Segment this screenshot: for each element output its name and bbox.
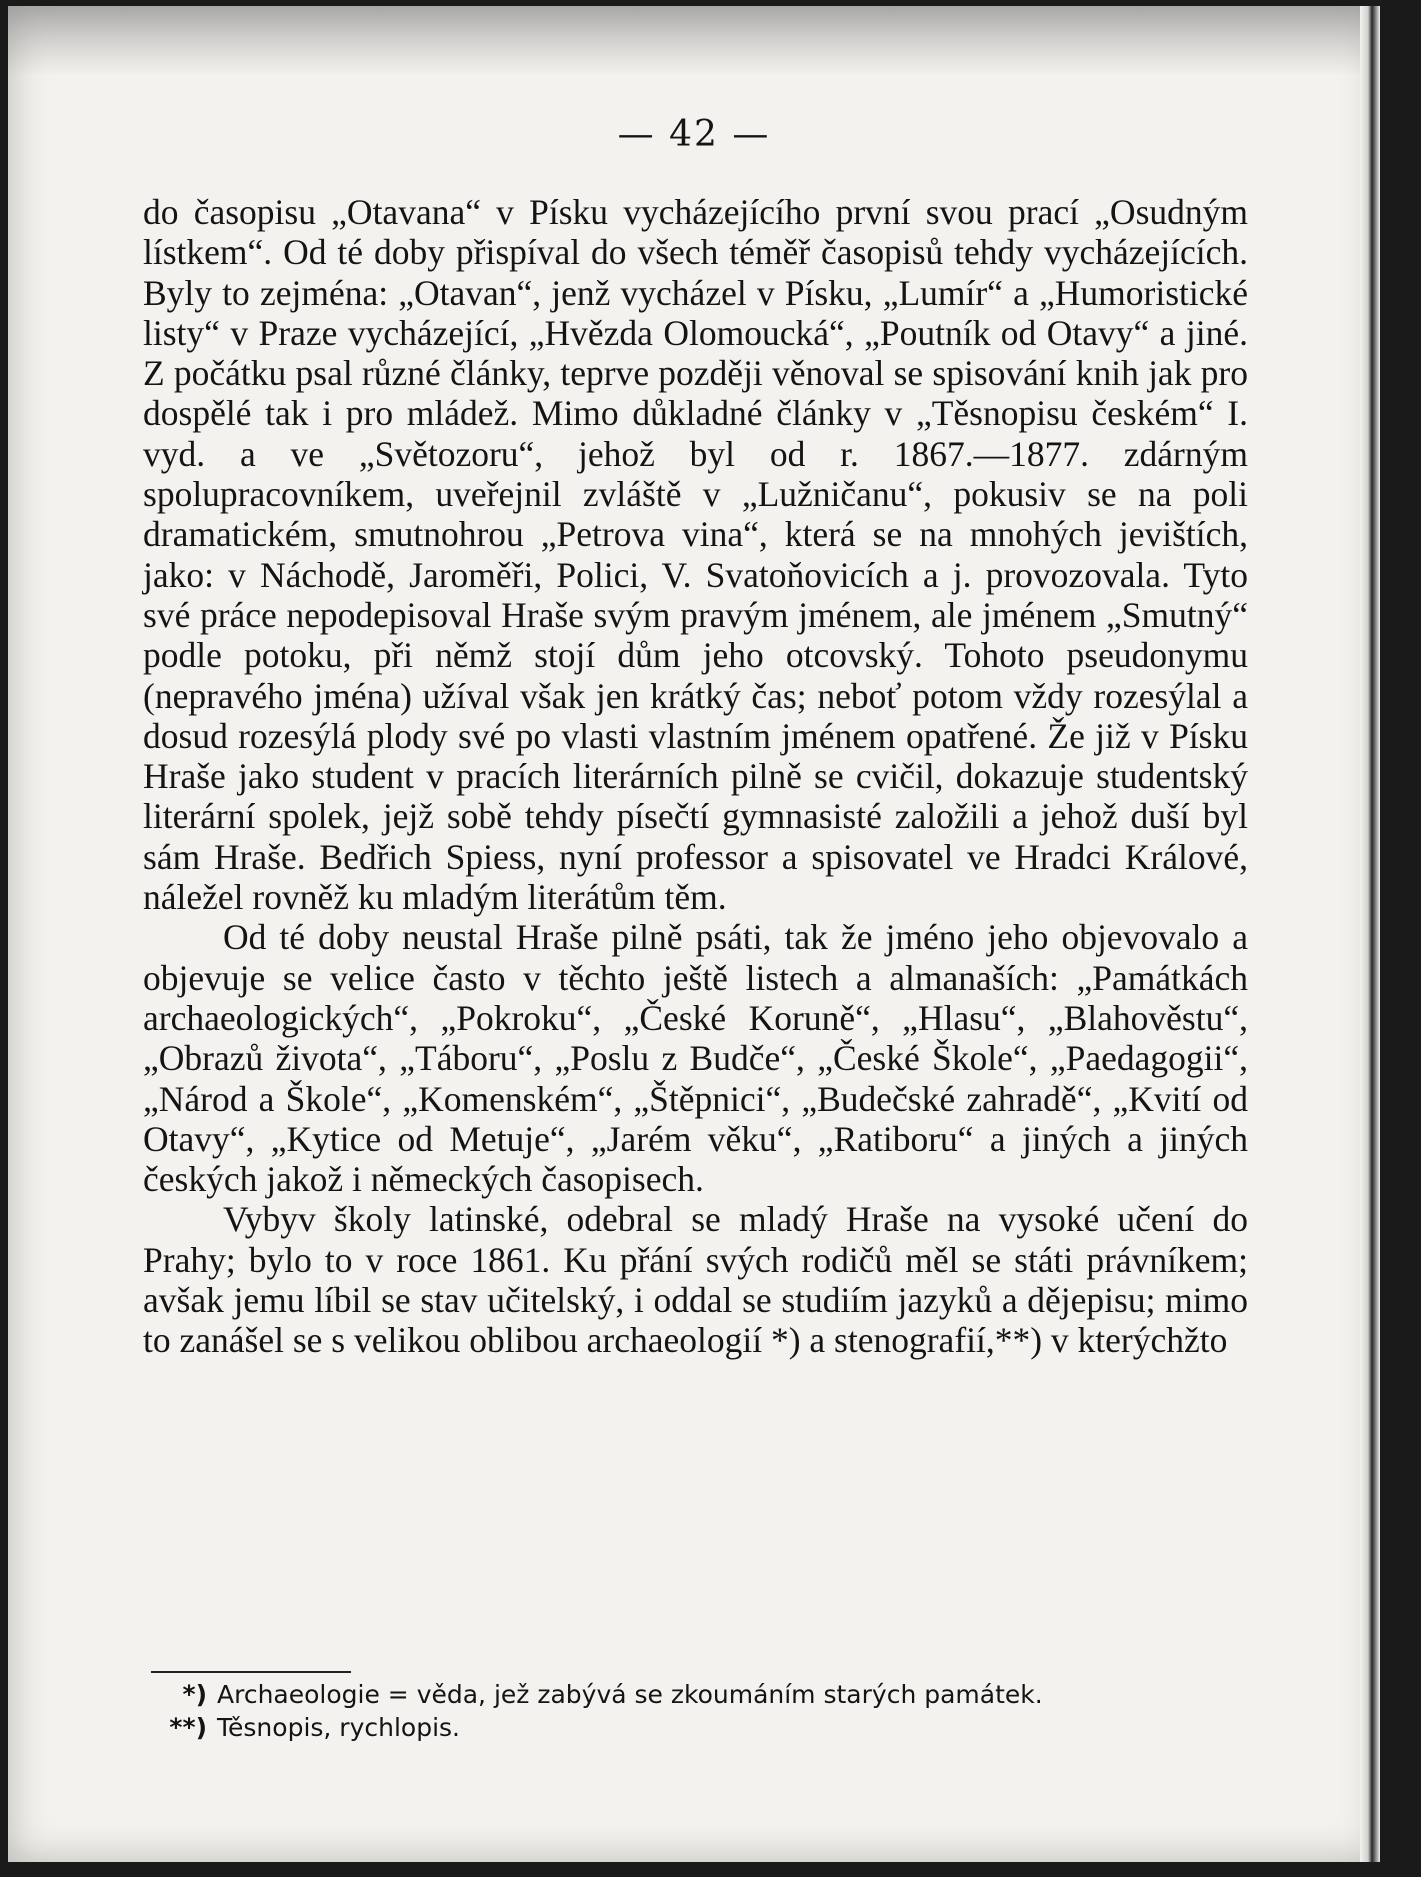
paragraph-1: do časopisu „Otavana“ v Písku vycházejícího první svou prací „Osudným lístkem“. Od té doby přispíval do všech téměř časopisů tehdy vycházejících. Byly to zejména: „Otavan“, jenž vycházel v Písku, „Lumír“ a „Humoristické listy“ v Praze vycházející, „Hvězda Olomoucká“, „Poutník od Otavy“ a jiné. Z počátku psal různé články, teprve později věnoval se spisování knih jak pro dospělé tak i pro mládež. Mimo důkladné články v „Těsnopisu českém“ I. vyd. a ve „Světozoru“, jehož byl od r. 1867.—1877. zdárným spolupracovníkem, uveřejnil zvláště v „Lužničanu“, pokusiv se na poli dramatickém, smutnohrou „Petrova vina“, která se na mnohých jevištích, jako: v Náchodě, Jaroměři, Polici, V. Svatoňovicích a j. provozovala. Tyto své práce nepodepisoval Hraše svým pravým jménem, ale jménem „Smutný“ podle potoku, při němž stojí dům jeho otcovský. Tohoto pseudonymu (nepravého jména) užíval však jen krátký čas; neboť potom vždy rozesýlal a dosud rozesýlá plody své po vlasti vlastním jménem opatřené. Že již v Písku Hraše jako student v pracích literárních pilně se cvičil, dokazuje studentský literární spolek, jejž sobě tehdy písečtí gymnasisté založili a jehož duší byl sám Hraše. Bedřich Spiess, nyní professor a spisovatel ve Hradci Králové, náležel rovněž ku mladým literátům těm. — [143, 192, 1248, 918]
footnote-1-mark: *) — [182, 1680, 207, 1709]
footnote-2-text: Těsnopis, rychlopis. — [217, 1713, 460, 1742]
book-spine-edge — [1360, 6, 1380, 1862]
book-page — [8, 6, 1380, 1862]
footnote-1-text: Archaeologie = věda, jež zabývá se zkoumáním starých památek. — [217, 1680, 1043, 1709]
footnote-2-mark: **) — [169, 1713, 207, 1742]
body-text — [143, 192, 1248, 1361]
page-number: — 42 — — [617, 114, 771, 155]
footnote-2 — [143, 1711, 1253, 1744]
paragraph-2: Od té doby neustal Hraše pilně psáti, tak že jméno jeho objevovalo a objevuje se velice často v těchto ještě listech a almanaších: „Památkách archaeologických“, „Pokroku“, „České Koruně“, „Hlasu“, „Blahověstu“, „Obrazů života“, „Táboru“, „Poslu z Budče“, „České Škole“, „Paedagogii“, „Národ a Škole“, „Komenském“, „Štěpnici“, „Budečské zahradě“, „Kvití od Otavy“, „Kytice od Metuje“, „Jarém věku“, „Ratiboru“ a jiných a jiných českých jakož i německých časopisech. — [143, 917, 1248, 1200]
paragraph-3: Vybyv školy latinské, odebral se mladý Hraše na vysoké učení do Prahy; bylo to v roce 1861. Ku přání svých rodičů měl se státi právníkem; avšak jemu líbil se stav učitelský, i oddal se studiím jazyků a dějepisu; mimo to zanášel se s velikou oblibou archaeologií *) a stenografií,**) v kterýchžto — [143, 1199, 1248, 1361]
footnote-divider — [151, 1671, 351, 1673]
footnote-1 — [143, 1678, 1253, 1711]
footnotes — [143, 1678, 1253, 1744]
